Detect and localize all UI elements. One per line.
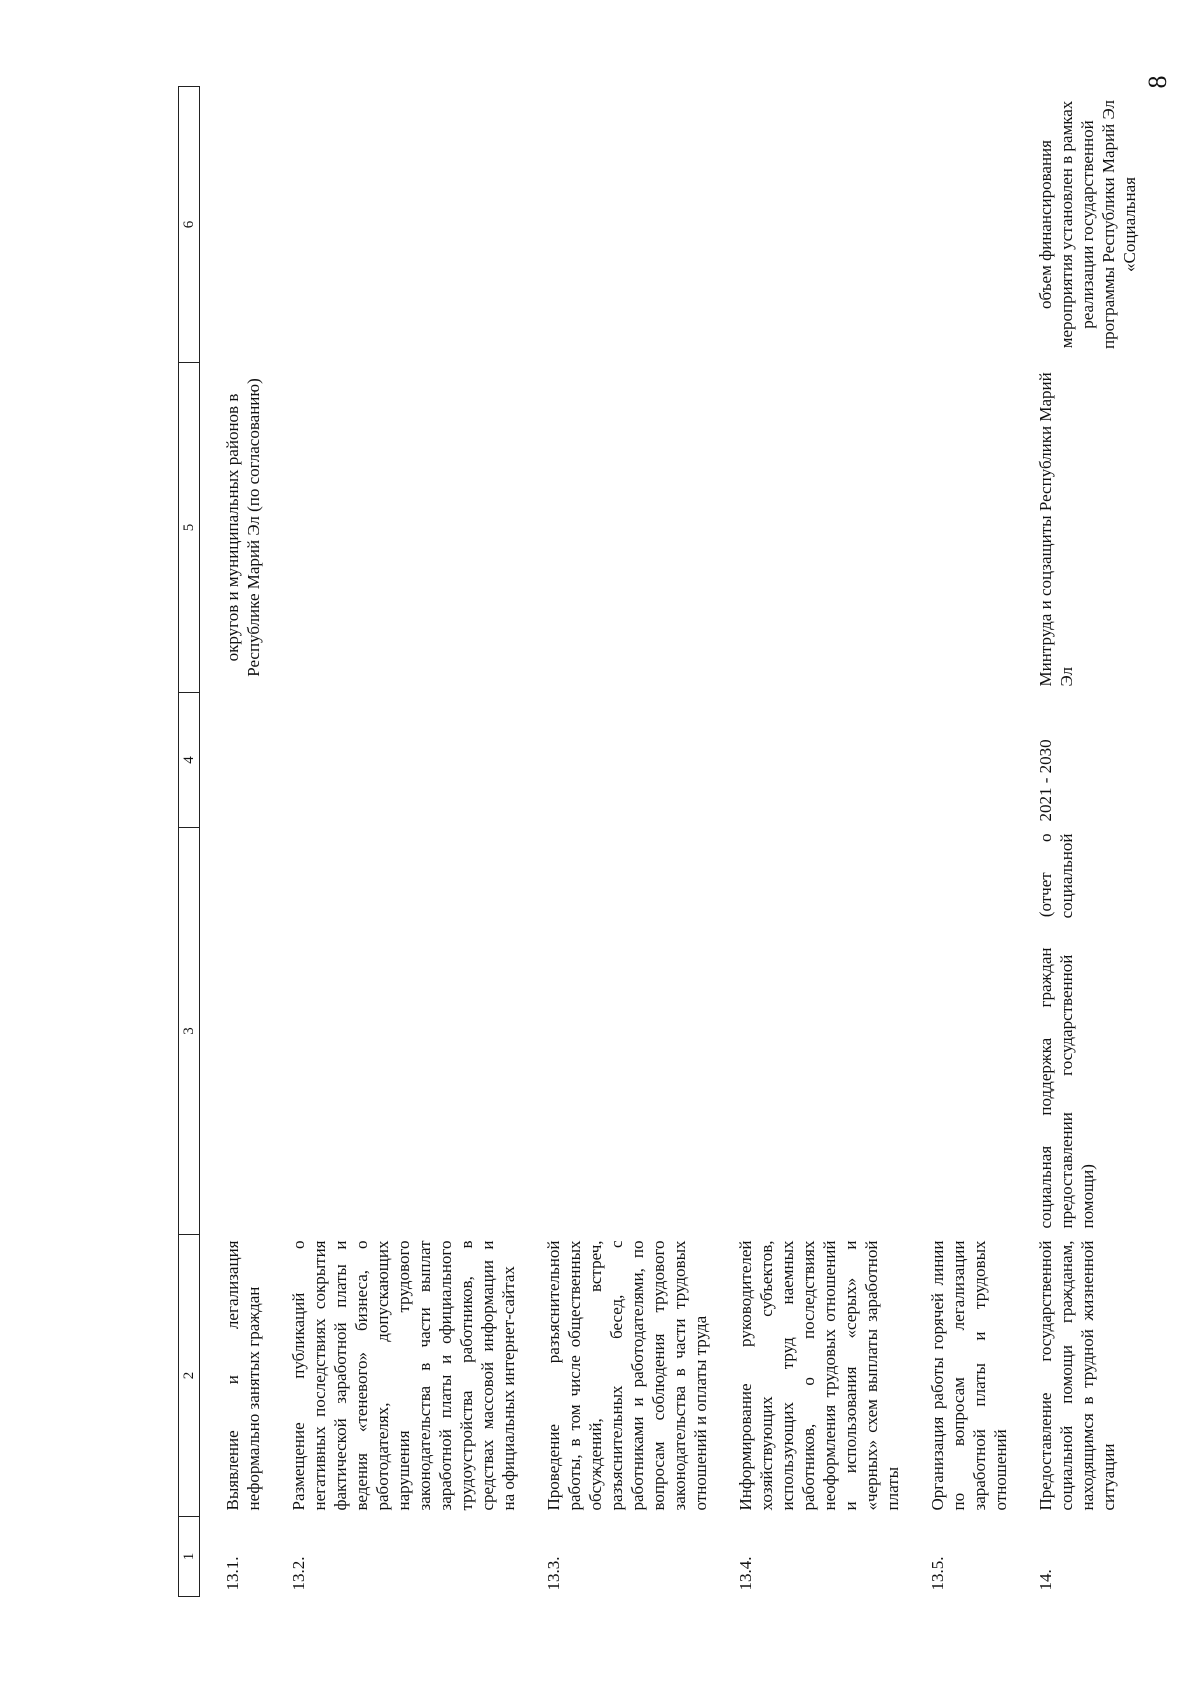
measure-text: Предоставление государственной социальной помощи гражданам, находящимся в трудной жизненной ситуации xyxy=(1036,1240,1118,1511)
executor-continuation: округов и муниципальных районов в Республике Марий Эл (по согласованию) xyxy=(223,378,263,677)
column-header-4: 4 xyxy=(179,693,200,828)
column-header-3: 3 xyxy=(179,828,200,1235)
financing-text: объем финансирования мероприятия установлен в рамках реализации государственной программы Республики Марий Эл «Социальная xyxy=(1036,100,1139,349)
period-cell xyxy=(200,693,267,828)
row-number: 13.1. xyxy=(223,1556,242,1591)
column-header-1: 1 xyxy=(179,1517,200,1597)
measure-text: Размещение публикаций о негативных последствиях сокрытия фактической заработной платы и ведения «теневого» бизнеса, о работодателях, допускающих нарушения трудового законодательства в части выплат заработной платы и официального трудоустройства работников, в средствах массовой информации и на официальных интернет-сайтах xyxy=(289,1240,518,1511)
row-number: 13.3. xyxy=(544,1556,563,1591)
row-number: 13.2. xyxy=(289,1556,308,1591)
measure-text: Проведение разъяснительной работы, в том числе общественных обсуждений, встреч, разъяснительных бесед, с работниками и работодателями, по вопросам соблюдения трудового законодательства в части трудовых отношений и оплаты труда xyxy=(544,1240,710,1511)
measure-text: Организация работы горячей линии по вопросам легализации заработной платы и трудовых отношений xyxy=(928,1240,1010,1511)
page-number: 8 xyxy=(1143,75,1172,89)
measures-table xyxy=(178,86,1142,1597)
table-header-row xyxy=(179,87,200,1597)
table-row xyxy=(266,87,521,1597)
column-header-5: 5 xyxy=(179,363,200,693)
measure-text: Информирование руководителей хозяйствующих субъектов, использующих труд наемных работников, о последствиях неоформления трудовых отношений и использования «серых» и «черных» схем выплаты заработной платы xyxy=(736,1240,902,1511)
financing-cell xyxy=(200,87,267,363)
executor-text: Минтруда и соцзащиты Республики Марий Эл xyxy=(1036,372,1076,687)
row-number: 13.5. xyxy=(928,1556,947,1591)
measure-text: Выявление и легализация неформально занятых граждан xyxy=(223,1240,263,1511)
table-row xyxy=(200,87,267,1597)
column-header-6: 6 xyxy=(179,87,200,363)
row-number: 14. xyxy=(1036,1569,1055,1591)
column-header-2: 2 xyxy=(179,1235,200,1517)
regulation-cell xyxy=(200,828,267,1235)
table-row xyxy=(905,87,1013,1597)
row-number: 13.4. xyxy=(736,1556,755,1591)
period-text: 2021 - 2030 xyxy=(1036,739,1055,822)
table-row xyxy=(713,87,905,1597)
rotated-table-sheet xyxy=(178,87,1139,1597)
table-row xyxy=(521,87,713,1597)
regulation-text: социальная поддержка граждан (отчет о предоставлении государственной социальной помощи) xyxy=(1036,833,1097,1229)
table-row xyxy=(1013,87,1142,1597)
